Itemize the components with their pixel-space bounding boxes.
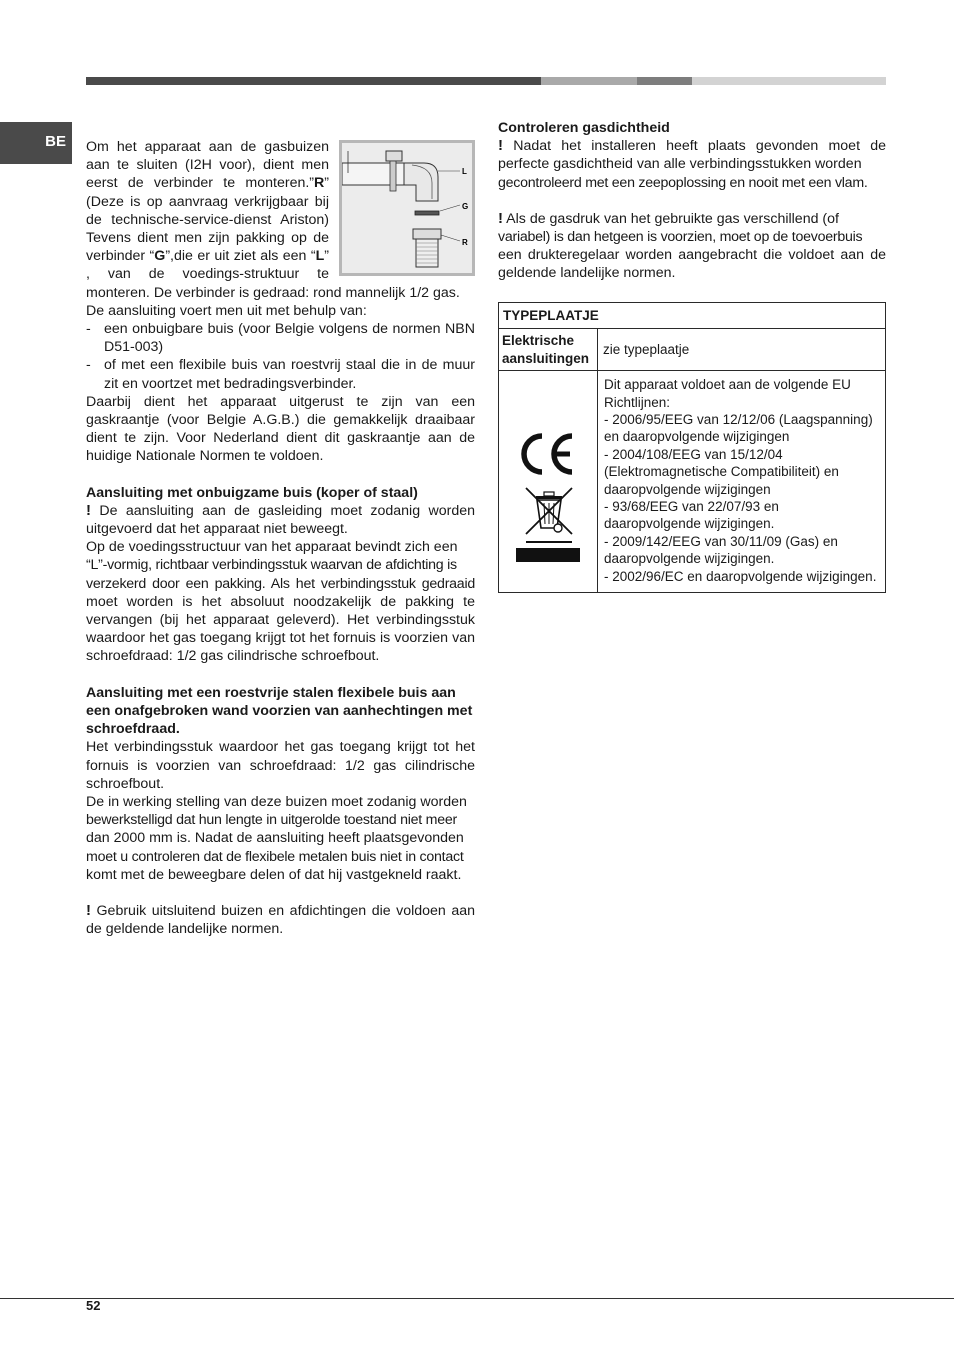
weee-crossed-bin-icon bbox=[526, 488, 572, 543]
gas-tightness-text-1: Nadat het installeren heeft plaats gevonden moet de perfecte gasdichtheid van alle verbindingsstukken worden bbox=[498, 138, 886, 173]
language-tab-label: BE bbox=[45, 133, 66, 150]
header-bar-mid bbox=[541, 77, 637, 85]
flex-body-2c: dan 2000 mm is. Nadat de aansluiting heeft plaatsgevonden bbox=[86, 830, 464, 847]
flex-heading: Aansluiting met een roestvrije stalen flexibele buis aan een onafgebroken wand voorzien van aanhechtingen met schroefdraad. bbox=[86, 684, 473, 738]
left-column bbox=[86, 138, 475, 938]
language-tab bbox=[0, 122, 72, 164]
right-column bbox=[498, 119, 886, 283]
gas-tightness-warning bbox=[498, 137, 886, 192]
warning-icon: ! bbox=[498, 137, 503, 155]
list-item: - een onbuigbare buis (voor Belgie volgens de normen NBN D51-003) bbox=[86, 320, 475, 356]
list-item: - of met een flexibile buis van roestvrij staal die in de muur zit en voortzet met bedradingsverbinder. bbox=[86, 356, 475, 392]
type-plate-table bbox=[498, 302, 886, 593]
eu-directive: - 2006/95/EEG van 12/12/06 (Laagspanning) en daaropvolgende wijzigingen bbox=[604, 412, 873, 445]
rigid-body bbox=[86, 538, 475, 665]
intro-ref-r: R bbox=[314, 175, 325, 192]
rigid-body-c: verzekerd door een pakking. Als het verbindingsstuk gedraaid bbox=[86, 575, 475, 592]
connect-intro: De aansluiting voert men uit met behulp van: bbox=[86, 302, 367, 319]
footer-rule bbox=[0, 1298, 954, 1299]
weee-bar bbox=[516, 548, 580, 562]
connector-figure bbox=[339, 140, 475, 276]
rigid-body-a: Op de voedingsstructuur van het apparaat bevindt zich een bbox=[86, 539, 458, 556]
rigid-body-b: “L”-vormig, richtbaar verbindingsstuk waarvan de afdichting is bbox=[86, 557, 457, 574]
page-number: 52 bbox=[86, 1298, 101, 1313]
eu-intro: Dit apparaat voldoet aan de volgende EU Richtlijnen: bbox=[604, 377, 851, 410]
electrical-value: zie typeplaatje bbox=[598, 329, 886, 371]
pressure-text-3: een drukteregelaar worden aangebracht die voldoet aan de geldende landelijke normen. bbox=[498, 247, 886, 282]
eu-directive: - 2002/96/EC en daaropvolgende wijzigingen. bbox=[604, 568, 877, 584]
flex-body-2d: moet u controleren dat de flexibele metalen buis niet in contact bbox=[86, 848, 464, 865]
header-bar-dark2 bbox=[637, 77, 692, 85]
intro-text-2: ” (Deze is op aanvraag verkrijgbaar bij de technische-service-dienst Ariston) Tevens dient men zijn pakking op de verbinder “ bbox=[86, 175, 329, 265]
intro-text-4: ” , van de voedings-struktuur te monteren. De verbinder is gedraad: rond mannelijk 1/2 gas. bbox=[86, 248, 460, 301]
eu-directives-cell bbox=[598, 371, 886, 593]
pressure-text-1: Als de gasdruk van het gebruikte gas verschillend (of bbox=[506, 210, 839, 227]
eu-directive: - 2004/108/EEG van 15/12/04 (Elektromagnetische Compatibiliteit) en daaropvolgende wijzigingen bbox=[604, 446, 839, 497]
connection-options-list bbox=[86, 320, 475, 393]
gas-connector-diagram bbox=[342, 143, 472, 273]
pressure-text-2: variabel) is dan hetgeen is voorzien, moet op de toevoerbuis bbox=[498, 229, 863, 246]
intro-ref-g: G bbox=[154, 248, 166, 265]
gas-tightness-text-2: gecontroleerd met een zeepoplossing en nooit met een vlam. bbox=[498, 174, 868, 191]
flex-body-2a: De in werking stelling van deze buizen moet zodanig worden bbox=[86, 793, 467, 810]
intro-text-3: ”,die er uit ziet als een “ bbox=[165, 248, 316, 265]
pressure-warning bbox=[498, 210, 886, 283]
rigid-body-d: moet worden is het absoluut noodzakelijk de pakking te vervangen (bij het apparaat geleverd). Het verbindingsstuk waardoor het gas toegang krijgt tot het fornuis is voorzien van schroefdraad: 1/2 gas cilindrische schroefbout. bbox=[86, 593, 475, 665]
warning-icon: ! bbox=[86, 501, 91, 519]
final-warning bbox=[86, 902, 475, 938]
flex-body-2b: bewerkstelligd dat hun lengte in uitgerolde toestand niet meer bbox=[86, 812, 457, 829]
eu-directive: - 93/68/EEG van 22/07/93 en daaropvolgende wijzigingen. bbox=[604, 499, 779, 532]
figure-label-r: R bbox=[462, 238, 468, 247]
flex-body-2e: komt met de beweegbare delen of dat hij vastgekneld raakt. bbox=[86, 866, 462, 883]
gas-tightness-heading: Controleren gasdichtheid bbox=[498, 120, 670, 136]
rigid-warning-text: De aansluiting aan de gasleiding moet zodanig worden uitgevoerd dat het apparaat niet beweegt. bbox=[86, 502, 475, 538]
eu-directive: - 2009/142/EEG van 30/11/09 (Gas) en daaropvolgende wijzigingen. bbox=[604, 533, 838, 567]
intro-text-1: Om het apparaat aan de gasbuizen aan te sluiten (I2H voor), dient men eerst de verbinder te monteren.” bbox=[86, 139, 329, 192]
final-warning-text: Gebruik uitsluitend buizen en afdichtingen die voldoen aan de geldende landelijke normen. bbox=[86, 902, 475, 938]
table-title: TYPEPLAATJE bbox=[499, 303, 886, 329]
tap-paragraph: Daarbij dient het apparaat uitgerust te zijn van een gaskraantje (voor Belgie A.G.B.) die gemakkelijk draaibaar dient te zijn. Voor Nederland dient dit gaskraantje aan de huidige Nationale Normen te voldoen. bbox=[86, 393, 475, 465]
rigid-heading: Aansluiting met onbuigzame buis (koper of staal) bbox=[86, 484, 418, 501]
ce-weee-icons bbox=[508, 393, 588, 543]
figure-label-l: L bbox=[462, 167, 467, 176]
electrical-label: Elektrische aansluitingen bbox=[499, 329, 598, 371]
rigid-warning bbox=[86, 502, 475, 538]
figure-label-g: G bbox=[462, 202, 469, 211]
flex-body-2 bbox=[86, 793, 475, 884]
warning-icon: ! bbox=[86, 901, 91, 919]
flex-body-1: Het verbindingsstuk waardoor het gas toegang krijgt tot het fornuis is voorzien van schroefdraad: 1/2 gas cilindrische schroefbout. bbox=[86, 739, 475, 792]
intro-ref-l: L bbox=[315, 248, 325, 265]
header-bar-light bbox=[692, 77, 886, 85]
header-bar-dark bbox=[86, 77, 541, 85]
ce-mark-icon bbox=[524, 436, 572, 472]
compliance-logos bbox=[499, 371, 598, 593]
warning-icon: ! bbox=[498, 209, 503, 227]
